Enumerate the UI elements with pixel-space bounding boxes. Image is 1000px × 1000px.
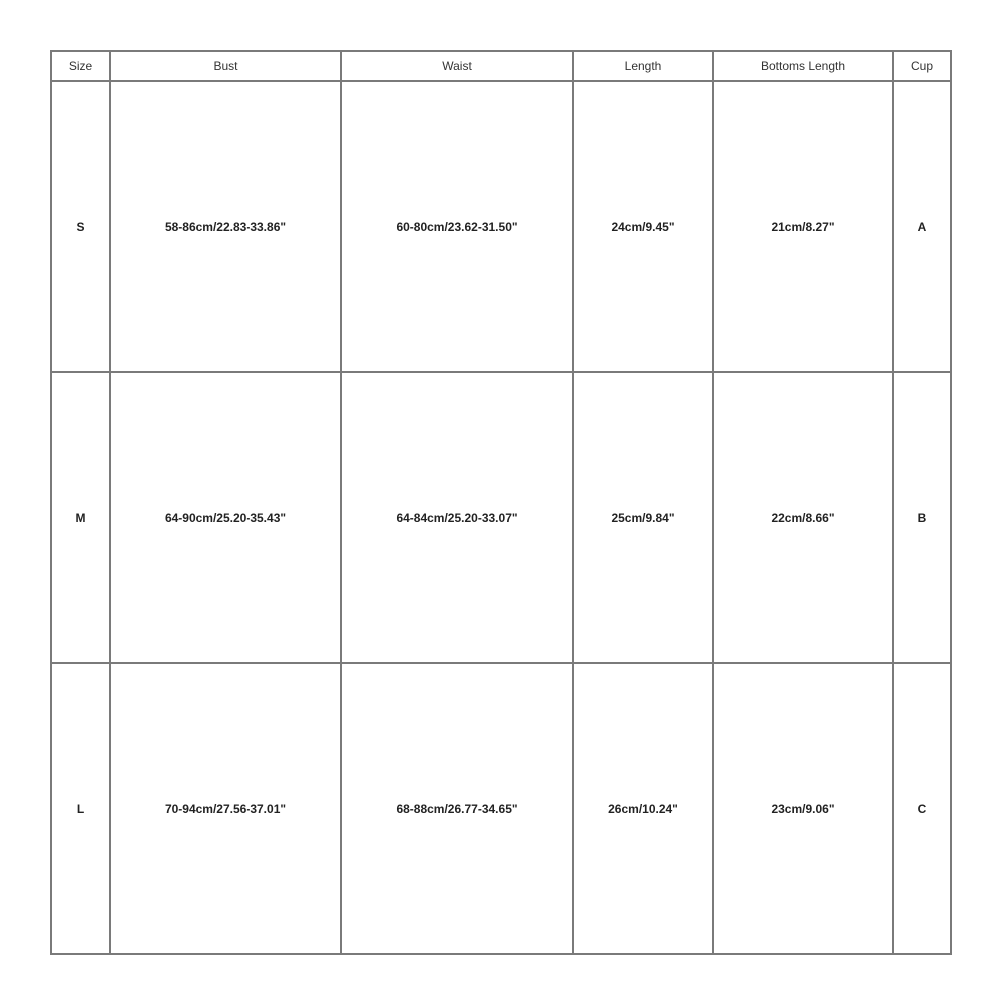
header-size: Size [51,51,110,81]
table-row [51,663,951,954]
cell-cup: B [893,372,951,663]
table-row [51,81,951,372]
header-length: Length [573,51,713,81]
cell-length: 24cm/9.45" [573,81,713,372]
cell-length: 25cm/9.84" [573,372,713,663]
cell-size: M [51,372,110,663]
cell-waist: 68-88cm/26.77-34.65" [341,663,573,954]
cell-bottoms-length: 21cm/8.27" [713,81,893,372]
cell-bust: 64-90cm/25.20-35.43" [110,372,341,663]
table-row [51,372,951,663]
cell-bust: 58-86cm/22.83-33.86" [110,81,341,372]
cell-waist: 60-80cm/23.62-31.50" [341,81,573,372]
header-bust: Bust [110,51,341,81]
cell-waist: 64-84cm/25.20-33.07" [341,372,573,663]
cell-size: S [51,81,110,372]
size-chart-table [50,50,952,955]
cell-bust: 70-94cm/27.56-37.01" [110,663,341,954]
cell-bottoms-length: 22cm/8.66" [713,372,893,663]
table-header-row [51,51,951,81]
header-cup: Cup [893,51,951,81]
cell-cup: C [893,663,951,954]
cell-size: L [51,663,110,954]
cell-cup: A [893,81,951,372]
header-bottoms-length: Bottoms Length [713,51,893,81]
header-waist: Waist [341,51,573,81]
cell-length: 26cm/10.24" [573,663,713,954]
cell-bottoms-length: 23cm/9.06" [713,663,893,954]
